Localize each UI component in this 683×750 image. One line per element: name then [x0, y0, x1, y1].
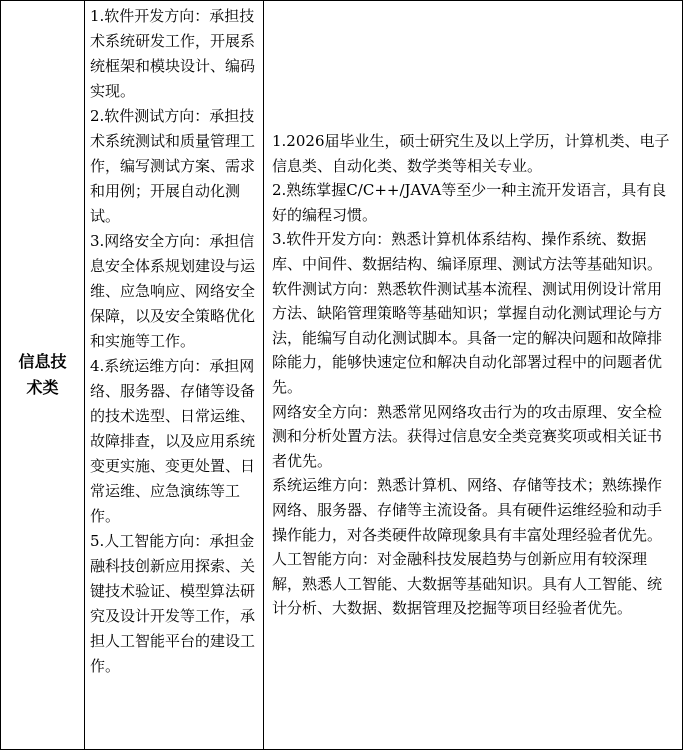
duties-cell	[85, 1, 264, 750]
duty-item: 4.系统运维方向：承担网络、服务器、存储等设备的技术选型、日常运维、故障排查，以及应用系统变更实施、变更处置、日常运维、应急演练等工作。	[90, 357, 256, 525]
table-row	[1, 1, 683, 750]
requirement-item: 网络安全方向：熟悉常见网络攻击行为的攻击原理、安全检测和分析处置方法。获得过信息安全类竞赛奖项或相关证书者优先。	[272, 402, 663, 470]
duty-item: 1.软件开发方向：承担技术系统研发工作，开展系统框架和模块设计、编码实现。	[90, 7, 256, 100]
duty-item: 2.软件测试方向：承担技术系统测试和质量管理工作，编写测试方案、需求和用例；开展自动化测试。	[90, 107, 256, 225]
category-cell	[1, 1, 85, 750]
requirement-item: 软件测试方向：熟悉软件测试基本流程、测试用例设计常用方法、缺陷管理策略等基础知识；掌握自动化测试理论与方法，能编写自动化测试脚本。具备一定的解决问题和故障排除能力，能够快速定位和解决自动化部署过程中的问题者优先。	[272, 279, 663, 396]
duty-item: 5.人工智能方向：承担金融科技创新应用探索、关键技术验证、模型算法研究及设计开发等工作，承担人工智能平台的建设工作。	[90, 532, 256, 675]
requirement-item: 2.熟练掌握C/C++/JAVA等至少一种主流开发语言，具有良好的编程习惯。	[272, 181, 667, 224]
requirements-cell	[264, 1, 683, 750]
duty-item: 3.网络安全方向：承担信息安全体系规划建设与运维、应急响应、网络安全保障，以及安全策略优化和实施等工作。	[90, 232, 256, 350]
category-label: 信息技术类	[18, 352, 67, 397]
requirement-item: 人工智能方向：对金融科技发展趋势与创新应用有较深理解，熟悉人工智能、大数据等基础知识。具有人工智能、统计分析、大数据、数据管理及挖掘等项目经验者优先。	[272, 550, 663, 618]
requirement-item: 1.2026届毕业生，硕士研究生及以上学历，计算机类、电子信息类、自动化类、数学类等相关专业。	[272, 132, 670, 175]
requirement-item: 系统运维方向：熟悉计算机、网络、存储等技术；熟练操作网络、服务器、存储等主流设备。具有硬件运维经验和动手操作能力，对各类硬件故障现象具有丰富处理经验者优先。	[272, 476, 663, 544]
requirement-item: 3.软件开发方向：熟悉计算机体系结构、操作系统、数据库、中间件、数据结构、编译原理、测试方法等基础知识。	[272, 230, 663, 274]
